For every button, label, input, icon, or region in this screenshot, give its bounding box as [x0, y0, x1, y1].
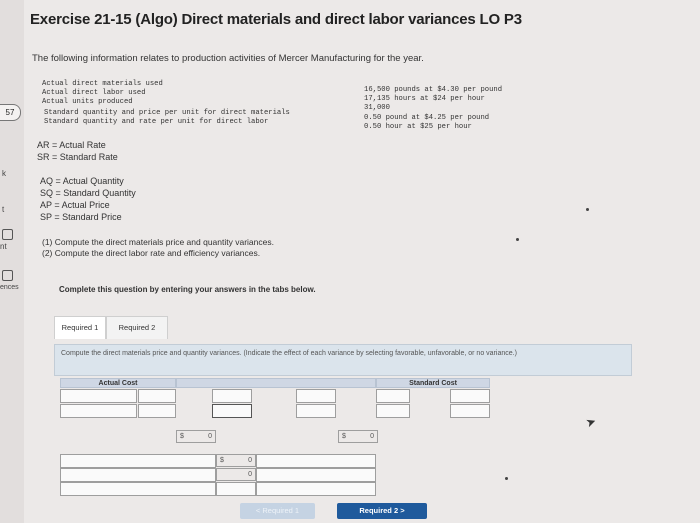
- page-title: Exercise 21-15 (Algo) Direct materials and direct labor variances LO P3: [30, 11, 522, 28]
- abbrev-sr: SR = Standard Rate: [37, 152, 118, 162]
- variance-value-2: 0: [248, 471, 252, 478]
- requirement-2: (2) Compute the direct labor rate and efficiency variances.: [42, 248, 261, 258]
- stray-dot: [505, 477, 508, 480]
- complete-instructions: Complete this question by entering your answers in the tabs below.: [59, 285, 316, 294]
- fact-label-5: Standard quantity and rate per unit for direct labor: [44, 118, 269, 126]
- left-sidebar: [0, 0, 24, 523]
- fact-value-2: 17,135 hours at $24 per hour: [364, 95, 485, 103]
- requirements: [42, 237, 274, 259]
- references-label[interactable]: ences: [0, 284, 19, 291]
- abbrev-aq: AQ = Actual Quantity: [40, 176, 124, 186]
- variance-effect-2[interactable]: [256, 468, 376, 482]
- variance-total-amount: [216, 482, 256, 496]
- sidebar-mark-1: k: [2, 169, 6, 178]
- actual-price-label-input[interactable]: [138, 389, 176, 403]
- fact-label-4: Standard quantity and price per unit for direct materials: [44, 109, 290, 117]
- variance-total-label[interactable]: [60, 482, 216, 496]
- mid-price-input[interactable]: [296, 404, 336, 418]
- actual-quantity-label-input[interactable]: [60, 389, 137, 403]
- abbrev-ap: AP = Actual Price: [40, 200, 110, 210]
- abbrev-ar: AR = Actual Rate: [37, 140, 106, 150]
- fact-label-3: Actual units produced: [42, 98, 133, 106]
- mid-label-input-1[interactable]: [212, 389, 252, 403]
- sidebar-mark-3: nt: [0, 242, 7, 251]
- variance-amount-2[interactable]: [216, 468, 256, 481]
- actual-quantity-input[interactable]: [60, 404, 137, 418]
- fact-value-5: 0.50 hour at $25 per hour: [364, 123, 472, 131]
- fact-value-1: 16,500 pounds at $4.30 per pound: [364, 86, 503, 94]
- variance-effect-1[interactable]: [256, 454, 376, 468]
- abbrev-sq: SQ = Standard Quantity: [40, 188, 136, 198]
- sidebar-mark-2: t: [2, 205, 5, 214]
- mid-label-input-2[interactable]: [296, 389, 336, 403]
- mouse-cursor-icon: ➤: [583, 413, 599, 431]
- question-number-badge[interactable]: 57: [0, 104, 21, 121]
- variance-total-effect[interactable]: [256, 482, 376, 496]
- actual-cost-header: Actual Cost: [60, 378, 176, 388]
- fact-value-4: 0.50 pound at $4.25 per pound: [364, 114, 490, 122]
- standard-cost-header: Standard Cost: [376, 378, 490, 388]
- standard-price-input[interactable]: [450, 404, 490, 418]
- currency-symbol: $: [342, 433, 346, 440]
- variance-label-1[interactable]: [60, 454, 216, 468]
- standard-quantity-input[interactable]: [376, 404, 410, 418]
- next-required-button[interactable]: Required 2 >: [337, 503, 427, 519]
- fact-label-2: Actual direct labor used: [42, 89, 146, 97]
- standard-price-label-input[interactable]: [450, 389, 490, 403]
- tab-required-1[interactable]: Required 1: [54, 316, 106, 339]
- intro-text: The following information relates to production activities of Mercer Manufacturing for the year.: [32, 53, 424, 64]
- middle-header: [176, 378, 376, 388]
- sidebar-check-icon[interactable]: [2, 229, 13, 240]
- actual-price-input[interactable]: [138, 404, 176, 418]
- variance-label-2[interactable]: [60, 468, 216, 482]
- standard-total: [338, 430, 378, 443]
- fact-label-1: Actual direct materials used: [42, 80, 163, 88]
- references-icon[interactable]: [2, 270, 13, 281]
- actual-total: [176, 430, 216, 443]
- standard-quantity-label-input[interactable]: [376, 389, 410, 403]
- prev-required-button[interactable]: < Required 1: [240, 503, 315, 519]
- variance-amount-1[interactable]: [216, 454, 256, 467]
- mid-quantity-input[interactable]: [212, 404, 252, 418]
- standard-total-value: 0: [370, 433, 374, 440]
- tab-required-2[interactable]: Required 2: [106, 316, 168, 339]
- question-instruction: Compute the direct materials price and quantity variances. (Indicate the effect of each variance by selecting favorable, unfavorable, or no variance.): [54, 344, 632, 376]
- fact-value-3: 31,000: [364, 104, 390, 112]
- requirement-1: (1) Compute the direct materials price and quantity variances.: [42, 237, 274, 247]
- stray-dot: [516, 238, 519, 241]
- actual-total-value: 0: [208, 433, 212, 440]
- abbrev-sp: SP = Standard Price: [40, 212, 122, 222]
- stray-dot: [586, 208, 589, 211]
- variance-value-1: 0: [248, 457, 252, 464]
- currency-symbol: $: [180, 433, 184, 440]
- currency-symbol: $: [220, 457, 224, 464]
